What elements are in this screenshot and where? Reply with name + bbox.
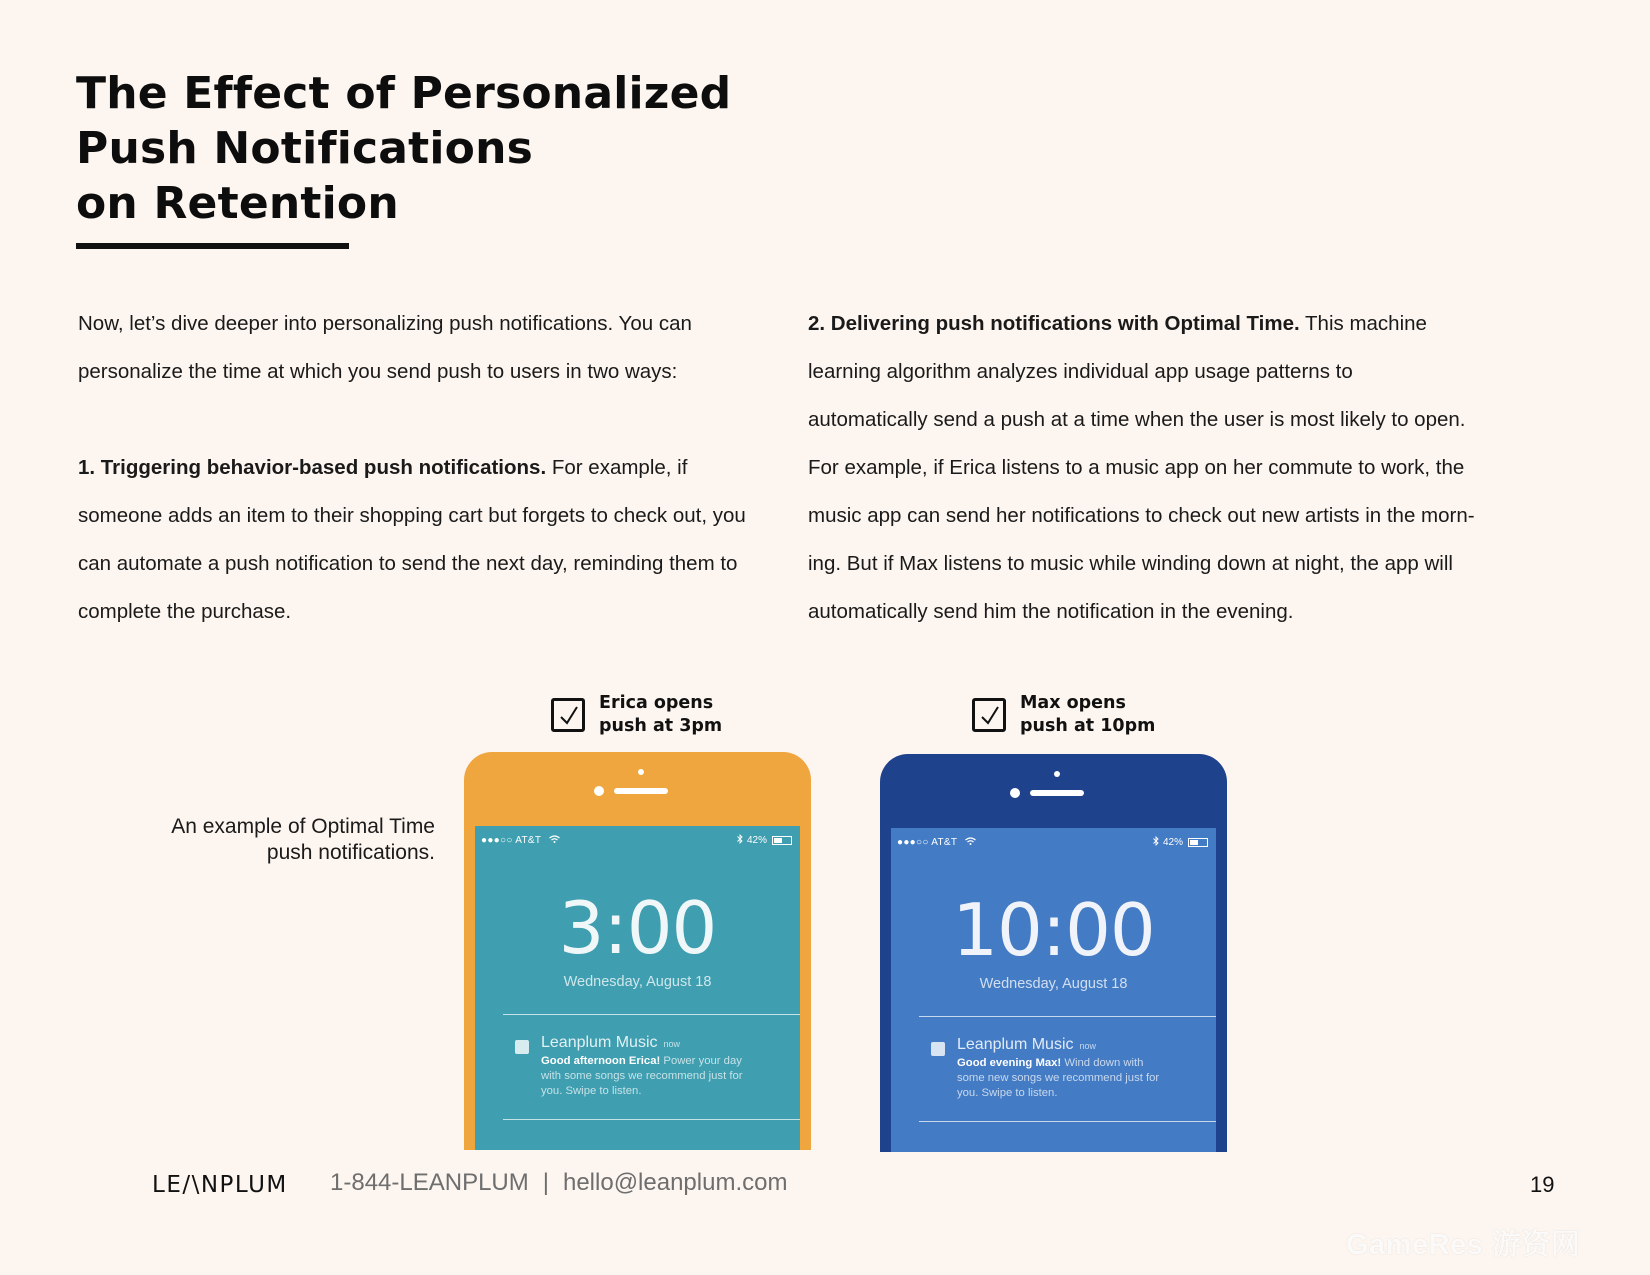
point1-line-3: can automate a push notification to send the next day, reminding them to (78, 552, 738, 575)
point1-line-1 (78, 444, 798, 492)
page-title (76, 66, 731, 231)
carrier-label: ●●●○○ AT&T (897, 836, 958, 848)
erica-label (551, 692, 722, 738)
point2-line-4: For example, if Erica listens to a music app on her commute to work, the (808, 456, 1465, 479)
notification-divider (919, 1016, 1216, 1017)
phone-sensor-dot (1054, 771, 1060, 777)
figure-caption (100, 814, 435, 866)
phone-sensor-dot (638, 769, 644, 775)
title-line-1: The Effect of Personalized (76, 68, 732, 119)
battery-icon (1188, 838, 1208, 847)
wifi-icon (549, 835, 560, 846)
notification-message-rest: Power your day with some songs we recommend just for you. Swipe to listen. (541, 1055, 743, 1097)
battery-percent: 42% (746, 834, 767, 846)
intro-line-1: Now, let’s dive deeper into personalizing push notifications. You can (78, 312, 692, 335)
footer-contact (330, 1169, 787, 1197)
erica-label-line-2: push at 3pm (599, 716, 723, 736)
point1-line-1-rest: For example, if (546, 456, 688, 479)
footer-phone: 1-844-LEANPLUM (330, 1169, 529, 1196)
point2-line-1-rest: This machine (1299, 312, 1427, 335)
notification-message-rest: Wind down with some new songs we recommend just for you. Swipe to listen. (957, 1057, 1160, 1099)
status-bar (897, 835, 1208, 849)
point1-line-2: someone adds an item to their shopping cart but forgets to check out, you (78, 504, 746, 527)
battery-icon (772, 836, 792, 845)
lock-date: Wednesday, August 18 (979, 976, 1128, 992)
watermark: GameRes 游资网 (1346, 1229, 1581, 1261)
notification-divider (503, 1119, 800, 1120)
status-bar (481, 833, 792, 847)
point1-line-4: complete the purchase. (78, 600, 292, 623)
point2-line-3: automatically send a push at a time when the user is most likely to open. (808, 408, 1466, 431)
notification-app-name: Leanplum Music now (541, 1034, 681, 1051)
wifi-icon (965, 837, 976, 848)
lock-time: 10:00 (952, 888, 1155, 972)
notification-message (541, 1054, 756, 1099)
footer-email: hello@leanplum.com (562, 1169, 788, 1196)
max-label-line-1: Max opens (1020, 693, 1126, 713)
phone-erica (464, 752, 811, 1150)
caption-line-2: push notifications. (266, 841, 435, 864)
notification-divider (503, 1014, 800, 1015)
notification-message (957, 1056, 1172, 1101)
phone-earpiece (1030, 790, 1084, 796)
phone-camera (594, 786, 604, 796)
point2-line-1 (808, 300, 1528, 348)
bluetooth-icon (737, 834, 743, 847)
point1-heading: 1. Triggering behavior-based push notifications. (78, 456, 547, 479)
carrier-label: ●●●○○ AT&T (481, 834, 542, 846)
max-label-line-2: push at 10pm (1020, 716, 1156, 736)
phone-camera (1010, 788, 1020, 798)
point2-line-2: learning algorithm analyzes individual app usage patterns to (808, 360, 1353, 383)
title-line-3: on Retention (76, 178, 399, 229)
lock-screen-max (891, 828, 1216, 1152)
intro-line-2: personalize the time at which you send push to users in two ways: (78, 360, 678, 383)
lock-screen-erica (475, 826, 800, 1150)
erica-label-line-1: Erica opens (599, 693, 714, 713)
point2-heading: 2. Delivering push notifications with Optimal Time. (808, 312, 1300, 335)
checkbox-checked-icon (551, 698, 585, 732)
notification-greeting: Good afternoon Erica! (541, 1055, 661, 1067)
notification-greeting: Good evening Max! (957, 1057, 1062, 1069)
title-line-2: Push Notifications (76, 123, 534, 174)
point2-line-5: music app can send her notifications to check out new artists in the morn- (808, 504, 1475, 527)
footer-separator: | (542, 1169, 549, 1196)
battery-percent: 42% (1162, 836, 1183, 848)
title-underline (76, 243, 349, 249)
notification-time: now (663, 1039, 681, 1049)
notification-app-name: Leanplum Music now (957, 1036, 1097, 1053)
notification-divider (919, 1121, 1216, 1122)
point2-line-6: ing. But if Max listens to music while winding down at night, the app will (808, 552, 1453, 575)
notification-time: now (1079, 1041, 1097, 1051)
app-icon (931, 1042, 945, 1056)
checkbox-checked-icon (972, 698, 1006, 732)
right-text-column (808, 300, 1528, 636)
point2-line-7: automatically send him the notification in the evening. (808, 600, 1294, 623)
left-text-column (78, 300, 798, 636)
phone-earpiece (614, 788, 668, 794)
bluetooth-icon (1153, 836, 1159, 849)
caption-line-1: An example of Optimal Time (171, 815, 435, 838)
page-number: 19 (1530, 1172, 1555, 1197)
lock-time: 3:00 (558, 886, 717, 970)
phone-max (880, 754, 1227, 1152)
app-icon (515, 1040, 529, 1054)
leanplum-logo: LE/\NPLUM (152, 1172, 288, 1198)
lock-date: Wednesday, August 18 (563, 974, 712, 990)
max-label (972, 692, 1155, 738)
